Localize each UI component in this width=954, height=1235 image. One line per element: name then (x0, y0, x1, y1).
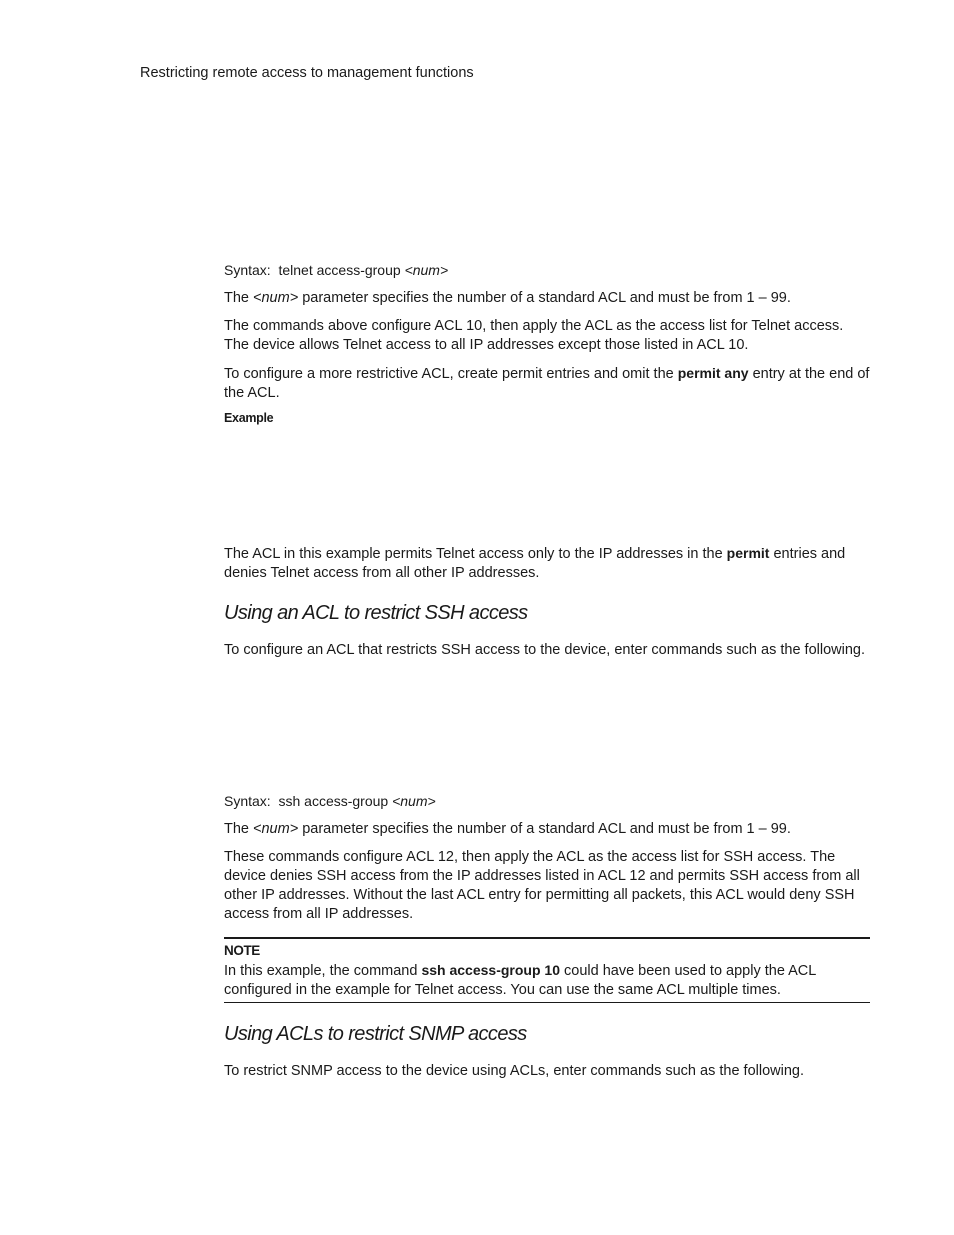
syntax-argument: <num> (404, 262, 449, 278)
param-text: parameter specifies the number of a standard ACL and must be from 1 – 99. (298, 290, 791, 306)
note-label: NOTE (224, 943, 260, 958)
example-description (224, 544, 872, 583)
snmp-section-heading: Using ACLs to restrict SNMP access (224, 1023, 527, 1045)
telnet-restrictive-note (224, 364, 872, 403)
example-keyword: permit (726, 545, 770, 561)
note-text (224, 961, 870, 1000)
restrict-keyword: permit any (677, 365, 749, 381)
telnet-description: The commands above configure ACL 10, then apply the ACL as the access list for Telnet access. The device allows Telnet access to all IP addresses except those listed in ACL 10. (224, 318, 844, 353)
param-argument: <num> (253, 290, 299, 306)
syntax-command: ssh access-group (278, 793, 389, 809)
syntax-argument: <num> (392, 793, 436, 809)
syntax-label: Syntax: (224, 262, 271, 278)
param-text: The (224, 821, 254, 837)
ssh-description: These commands configure ACL 12, then apply the ACL as the access list for SSH access. The device denies SSH access from the IP addresses listed in ACL 12 and permits SSH access from all other IP addresses. Without the last ACL entry for permitting all packets, this ACL would deny SSH access from all IP addresses. (224, 849, 860, 922)
note-text-part: could have been used to apply the ACL configured in the example for Telnet access. You can use the same ACL multiple times. (224, 963, 816, 998)
syntax-label: Syntax: (224, 793, 271, 809)
example-label: Example (224, 411, 274, 425)
snmp-intro: To restrict SNMP access to the device using ACLs, enter commands such as the following. (224, 1063, 804, 1079)
param-text: The (224, 290, 254, 306)
param-argument: <num> (253, 821, 299, 837)
telnet-param-desc (224, 289, 872, 308)
ssh-intro: To configure an ACL that restricts SSH access to the device, enter commands such as the following. (224, 642, 866, 658)
telnet-syntax (224, 261, 872, 280)
note-command: ssh access-group 10 (421, 962, 560, 978)
running-header: Restricting remote access to management functions (140, 65, 474, 81)
ssh-section-heading: Using an ACL to restrict SSH access (224, 602, 528, 624)
example-text: entries and denies Telnet access from all other IP addresses. (224, 546, 846, 581)
ssh-param-desc (224, 820, 872, 839)
ssh-syntax (224, 792, 872, 811)
syntax-command: telnet access-group (278, 262, 401, 278)
note-box (224, 937, 870, 1003)
restrict-text: entry at the end of the ACL. (224, 366, 870, 401)
note-text-part: In this example, the command (224, 963, 422, 979)
restrict-text: To configure a more restrictive ACL, create permit entries and omit the (224, 366, 678, 382)
example-text: The ACL in this example permits Telnet access only to the IP addresses in the (224, 546, 727, 562)
param-text: parameter specifies the number of a standard ACL and must be from 1 – 99. (298, 821, 791, 837)
